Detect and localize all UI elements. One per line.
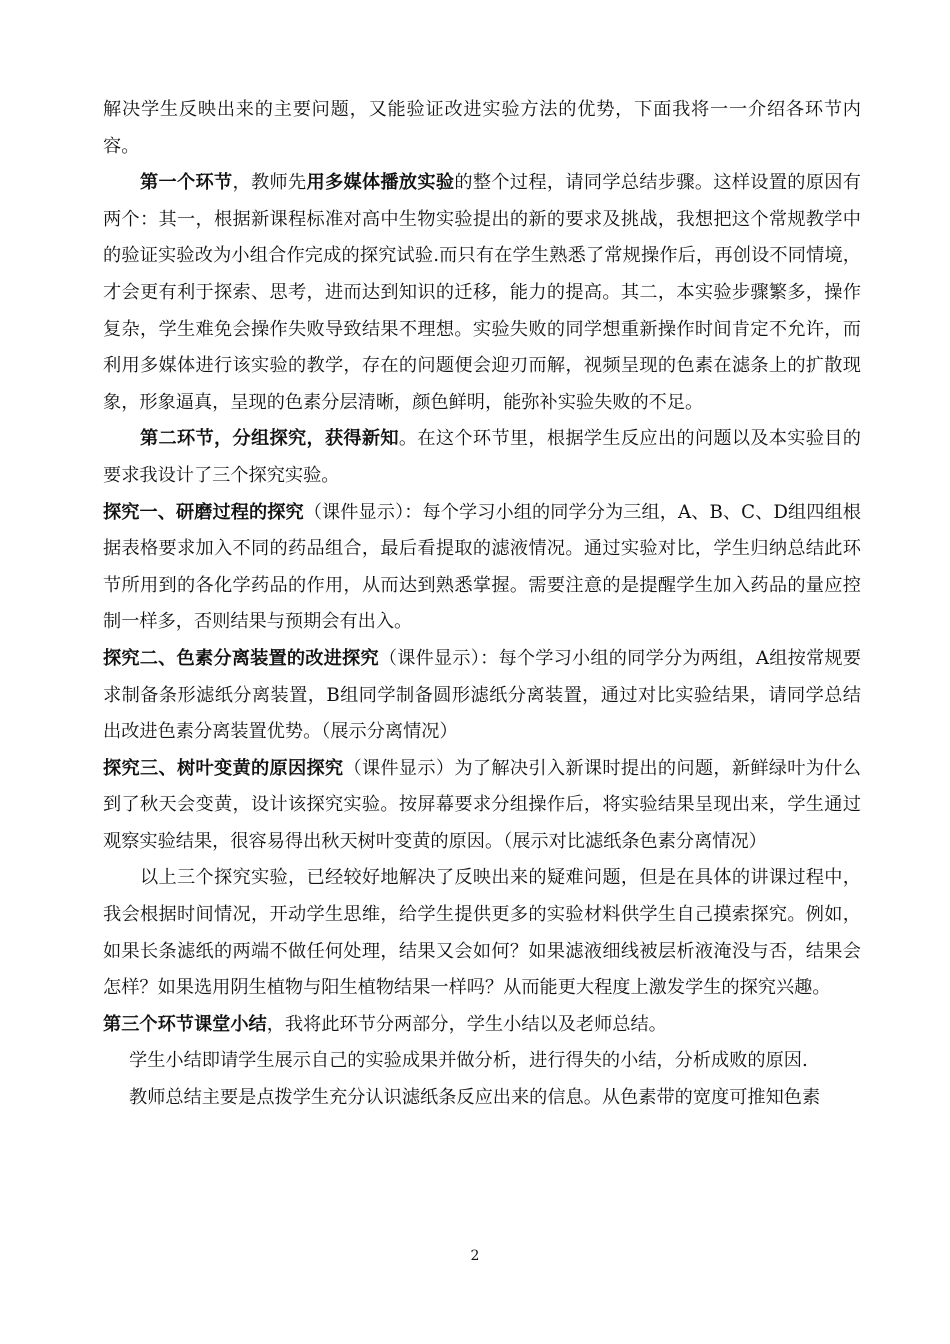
document-body: [103, 92, 861, 1117]
third-stage-text: ，我将此环节分两部分，学生小结以及老师总结。: [266, 1013, 667, 1035]
paragraph-first-stage: [103, 165, 861, 421]
inquiry-three-heading: 探究三、树叶变黄的原因探究: [103, 757, 344, 779]
paragraph-intro-continuation: 解决学生反映出来的主要问题，又能验证改进实验方法的优势，下面我将一一介绍各环节内容。: [103, 99, 861, 157]
inquiry-three-text: （课件显示）为了解决引入新课时提出的问题，新鲜绿叶为什么到了秋天会变黄，设计该探究实验。按屏幕要求分组操作后，将实验结果呈现出来，学生通过观察实验结果，很容易得出秋天树叶变黄的原因。（展示对比滤纸条色素分离情况）: [103, 757, 861, 852]
third-stage-heading: 第三个环节课堂小结: [103, 1013, 267, 1035]
first-stage-connector: ，教师先: [232, 172, 307, 194]
inquiry-one-text: （课件显示）：每个学习小组的同学分为三组，A、B、C、D组四组根据表格要求加入不同的药品组合，最后看提取的滤液情况。通过实验对比，学生归纳总结此环节所用到的各化学药品的作用，从而达到熟悉掌握。需要注意的是提醒学生加入药品的量应控制一样多，否则结果与预期会有出入。: [103, 501, 861, 633]
paragraph-second-stage: [103, 421, 861, 494]
second-stage-heading: 第二环节，分组探究，获得新知: [140, 428, 399, 450]
paragraph-inquiry-two: [103, 641, 861, 751]
inquiry-two-heading: 探究二、色素分离装置的改进探究: [103, 647, 379, 669]
first-stage-heading: 第一个环节: [140, 172, 233, 194]
second-stage-text: 。在这个环节里，根据学生反应出的问题以及本实验目的要求我设计了三个探究实验。: [103, 428, 861, 486]
inquiry-two-text: （课件显示）：每个学习小组的同学分为两组，A组按常规要求制备条形滤纸分离装置，B组同学制备圆形滤纸分离装置，通过对比实验结果，请同学总结出改进色素分离装置优势。（展示分离情况）: [103, 647, 861, 743]
paragraph-teacher-summary: 教师总结主要是点拨学生充分认识滤纸条反应出来的信息。从色素带的宽度可推知色素: [129, 1087, 821, 1109]
paragraph-extension: 以上三个探究实验，已经较好地解决了反映出来的疑难问题，但是在具体的讲课过程中，我会根据时间情况，开动学生思维，给学生提供更多的实验材料供学生自己摸索探究。例如，如果长条滤纸的两端不做任何处理，结果又会如何？如果滤液细线被层析液淹没与否，结果会怎样？如果选用阴生植物与阳生植物结果一样吗？从而能更大程度上激发学生的探究兴趣。: [103, 867, 861, 999]
page-number: 2: [470, 1248, 480, 1264]
multimedia-emphasis: 用多媒体播放实验: [306, 172, 455, 194]
paragraph-inquiry-three: [103, 751, 861, 861]
inquiry-one-heading: 探究一、研磨过程的探究: [103, 501, 304, 523]
paragraph-inquiry-one: [103, 495, 861, 641]
first-stage-text: 的整个过程，请同学总结步骤。这样设置的原因有两个：其一，根据新课程标准对高中生物实验提出的新的要求及挑战，我想把这个常规教学中的验证实验改为小组合作完成的探究试验.而只有在学生熟悉了常规操作后，再创设不同情境，才会更有利于探索、思考，进而达到知识的迁移，能力的提高。其二，本实验步骤繁多，操作复杂，学生难免会操作失败导致结果不理想。实验失败的同学想重新操作时间肯定不允许，而利用多媒体进行该实验的教学，存在的问题便会迎刃而解，视频呈现的色素在滤条上的扩散现象，形象逼真，呈现的色素分层清晰，颜色鲜明，能弥补实验失败的不足。: [103, 172, 861, 413]
paragraph-student-summary: 学生小结即请学生展示自己的实验成果并做分析，进行得失的小结，分析成败的原因.: [129, 1050, 808, 1072]
paragraph-third-stage: [103, 1007, 861, 1044]
